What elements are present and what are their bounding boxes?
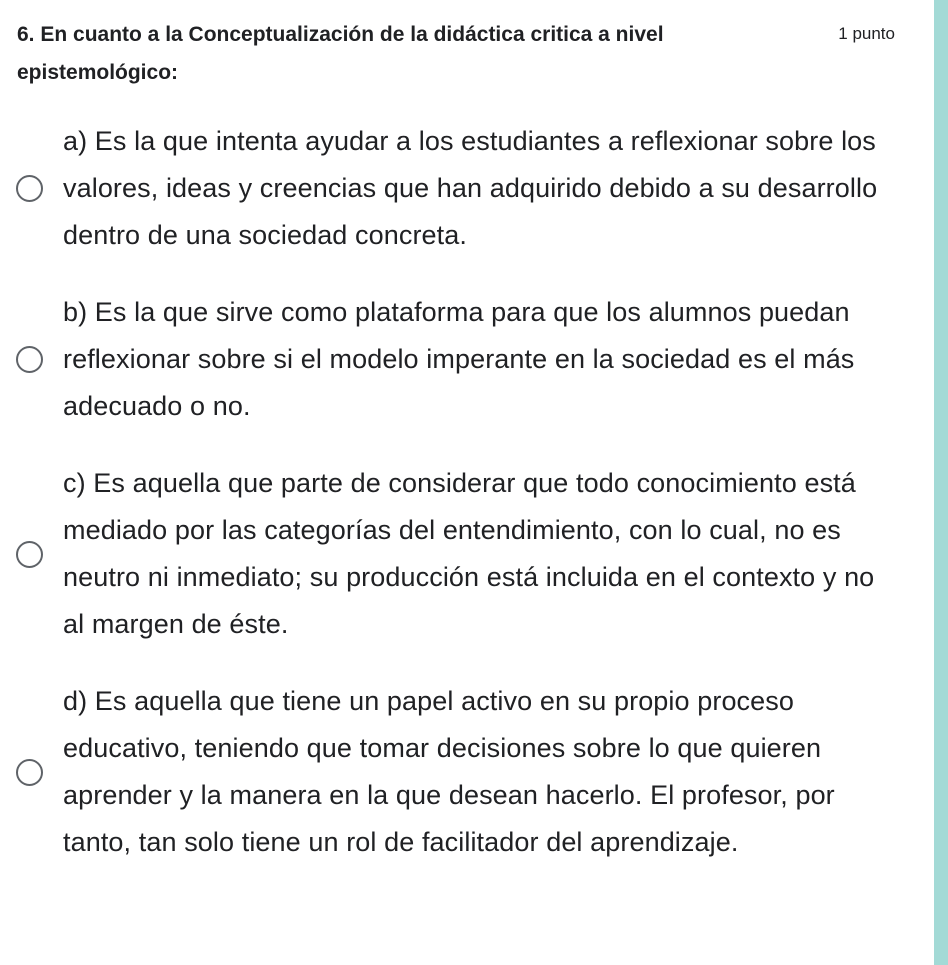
option-d[interactable]: [0, 678, 934, 866]
radio-button-icon[interactable]: [16, 759, 43, 786]
option-a-label[interactable]: a) Es la que intenta ayudar a los estudiantes a reflexionar sobre los valores, ideas y creencias que han adquirido debido a su desarrollo dentro de una sociedad concreta.: [63, 126, 878, 250]
option-d-label[interactable]: d) Es aquella que tiene un papel activo en su propio proceso educativo, teniendo que tomar decisiones sobre lo que quieren aprender y la manera en la que desean hacerlo. El profesor, por tanto, tan solo tiene un rol de facilitador del aprendizaje.: [63, 686, 835, 857]
question-points: 1 punto: [838, 24, 895, 43]
radio-button-icon[interactable]: [16, 175, 43, 202]
option-a[interactable]: [0, 118, 934, 259]
option-b[interactable]: [0, 289, 934, 430]
option-c[interactable]: [0, 460, 934, 648]
options-list: [0, 118, 934, 896]
option-c-label[interactable]: c) Es aquella que parte de considerar que todo conocimiento está mediado por las categorías del entendimiento, con lo cual, no es neutro ni inmediato; su producción está incluida en el contexto y no al margen de éste.: [63, 468, 875, 639]
radio-button-icon[interactable]: [16, 541, 43, 568]
option-b-label[interactable]: b) Es la que sirve como plataforma para que los alumnos puedan reflexionar sobre si el modelo imperante en la sociedad es el más adecuado o no.: [63, 297, 855, 421]
radio-button-icon[interactable]: [16, 346, 43, 373]
question-title: 6. En cuanto a la Conceptualización de la didáctica critica a nivel epistemológico:: [17, 23, 664, 84]
question-header: [17, 16, 922, 92]
accent-sidebar: [934, 0, 948, 965]
